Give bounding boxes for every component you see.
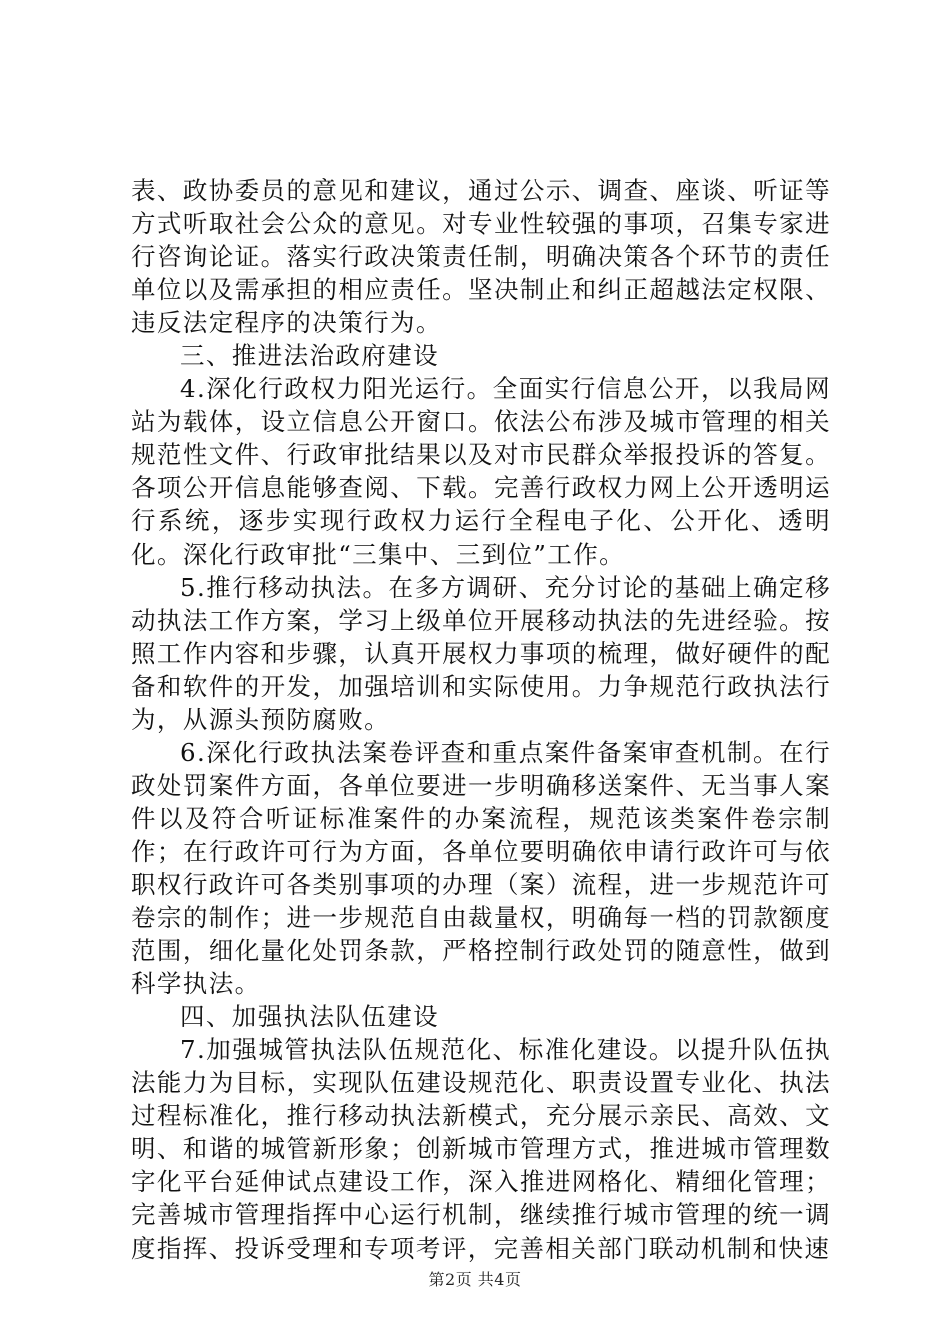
page-number-footer: 第2页 共4页 <box>428 1270 522 1289</box>
section-heading-4: 四、加强执法队伍建设 <box>180 1002 439 1032</box>
paragraph-continuation: 表、政协委员的意见和建议，通过公示、调查、座谈、听证等方式听取社会公众的意见。对专业性较强的事项，召集专家进行咨询论证。落实行政决策责任制，明确决策各个环节的责任单位以及需承担的相应责任。坚决制止和纠正超越法定权限、违反法定程序的决策行为。 <box>131 176 831 338</box>
paragraph-item-6: 6.深化行政执法案卷评查和重点案件备案审查机制。在行政处罚案件方面，各单位要进一步明确移送案件、无当事人案件以及符合听证标准案件的办案流程，规范该类案件卷宗制作；在行政许可行为方面，各单位要明确依申请行政许可与依职权行政许可各类别事项的办理（案）流程，进一步规范许可卷宗的制作；进一步规范自由裁量权，明确每一档的罚款额度范围，细化量化处罚条款，严格控制行政处罚的随意性，做到科学执法。 <box>131 737 831 999</box>
document-body <box>131 174 831 1265</box>
paragraph-item-4: 4.深化行政权力阳光运行。全面实行信息公开，以我局网站为载体，设立信息公开窗口。依法公布涉及城市管理的相关规范性文件、行政审批结果以及对市民群众举报投诉的答复。各项公开信息能够查阅、下载。完善行政权力网上公开透明运行系统，逐步实现行政权力运行全程电子化、公开化、透明化。深化行政审批“三集中、三到位”工作。 <box>131 374 831 569</box>
paragraph-item-5: 5.推行移动执法。在多方调研、充分讨论的基础上确定移动执法工作方案，学习上级单位开展移动执法的先进经验。按照工作内容和步骤，认真开展权力事项的梳理，做好硬件的配备和软件的开发，加强培训和实际使用。力争规范行政执法行为，从源头预防腐败。 <box>131 572 831 734</box>
paragraph-item-7: 7.加强城管执法队伍规范化、标准化建设。以提升队伍执法能力为目标，实现队伍建设规范化、职责设置专业化、执法过程标准化，推行移动执法新模式，充分展示亲民、高效、文明、和谐的城管新形象；创新城市管理方式，推进城市管理数字化平台延伸试点建设工作，深入推进网格化、精细化管理；完善城市管理指挥中心运行机制，继续推行城市管理的统一调度指挥、投诉受理和专项考评，完善相关部门联动机制和快速 <box>131 1035 831 1263</box>
section-heading-3: 三、推进法治政府建设 <box>180 341 439 371</box>
